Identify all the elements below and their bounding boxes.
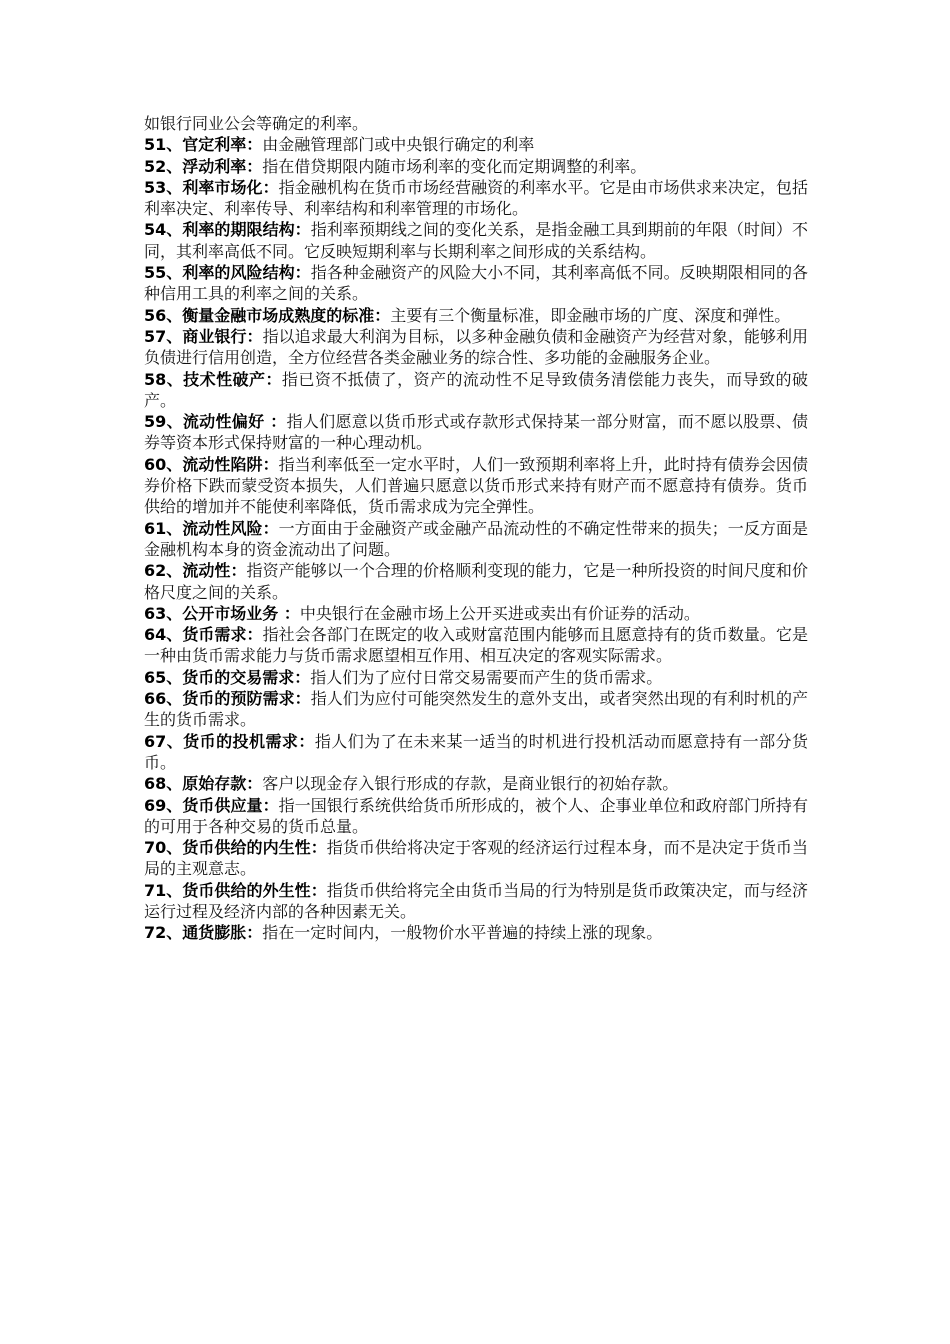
entry-term: 54、利率的期限结构： bbox=[144, 220, 311, 240]
definition-entry bbox=[144, 880, 808, 923]
entry-term: 56、衡量金融市场成熟度的标准： bbox=[144, 305, 391, 325]
entry-definition: 指资产能够以一个合理的价格顺利变现的能力，它是一种所投资的时间尺度和价格尺度之间的关系。 bbox=[144, 561, 808, 602]
definition-entry bbox=[144, 369, 808, 412]
definition-entry bbox=[144, 518, 808, 561]
entry-definition: 指利率预期线之间的变化关系，是指金融工具到期前的年限（时间）不同，其利率高低不同。它反映短期利率与长期利率之间形成的关系结构。 bbox=[144, 220, 808, 261]
definition-entry bbox=[144, 688, 808, 731]
entry-definition: 指各种金融资产的风险大小不同，其利率高低不同。反映期限相同的各种信用工具的利率之间的关系。 bbox=[144, 263, 808, 304]
definition-entry bbox=[144, 922, 808, 943]
entry-term: 51、官定利率： bbox=[144, 135, 263, 155]
entry-term: 52、浮动利率： bbox=[144, 156, 263, 176]
entry-definition: 指人们愿意以货币形式或存款形式保持某一部分财富，而不愿以股票、债券等资本形式保持财富的一种心理动机。 bbox=[144, 412, 808, 453]
entry-definition: 指以追求最大利润为目标，以多种金融负债和金融资产为经营对象，能够利用负债进行信用创造，全方位经营各类金融业务的综合性、多功能的金融服务企业。 bbox=[144, 326, 808, 368]
entry-term: 68、原始存款： bbox=[144, 774, 263, 794]
entry-term: 62、流动性： bbox=[144, 561, 247, 581]
entry-term: 69、货币供应量： bbox=[144, 795, 279, 815]
definition-entry bbox=[144, 305, 808, 326]
entry-definition: 指金融机构在货币市场经营融资的利率水平。它是由市场供求来决定，包括利率决定、利率传导、利率结构和利率管理的市场化。 bbox=[144, 177, 808, 219]
entry-term: 71、货币供给的外生性： bbox=[144, 880, 327, 900]
intro-paragraph: 如银行同业公会等确定的利率。 bbox=[144, 114, 369, 133]
entry-term: 67、货币的投机需求： bbox=[144, 731, 315, 751]
entry-definition: 指已资不抵债了，资产的流动性不足导致债务清偿能力丧失，而导致的破产。 bbox=[144, 369, 808, 410]
entry-term: 70、货币供给的内生性： bbox=[144, 838, 327, 858]
entry-definition: 指人们为了应付日常交易需要而产生的货币需求。 bbox=[310, 667, 663, 687]
entry-term: 60、流动性陷阱： bbox=[144, 454, 279, 474]
definition-entry bbox=[144, 837, 808, 880]
entry-definition: 中央银行在金融市场上公开买进或卖出有价证券的活动。 bbox=[299, 603, 700, 623]
definition-entry bbox=[144, 177, 808, 220]
entry-term: 64、货币需求： bbox=[144, 625, 263, 645]
entry-definition: 主要有三个衡量标准，即金融市场的广度、深度和弹性。 bbox=[390, 305, 791, 325]
entry-definition: 一方面由于金融资产或金融产品流动性的不确定性带来的损失；一反方面是金融机构本身的资金流动出了问题。 bbox=[144, 518, 808, 559]
entry-term: 53、利率市场化： bbox=[144, 177, 279, 197]
definition-entry bbox=[144, 560, 808, 603]
definition-entry bbox=[144, 795, 808, 838]
entry-term: 63、公开市场业务 ： bbox=[144, 603, 300, 623]
definition-entry bbox=[144, 134, 808, 155]
definition-entry bbox=[144, 731, 808, 774]
entry-term: 66、货币的预防需求： bbox=[144, 689, 311, 709]
entry-term: 59、流动性偏好 ： bbox=[144, 412, 287, 432]
entry-definition: 由金融管理部门或中央银行确定的利率 bbox=[262, 135, 535, 155]
entry-definition: 指社会各部门在既定的收入或财富范围内能够而且愿意持有的货币数量。它是一种由货币需求能力与货币需求愿望相互作用、相互决定的客观实际需求。 bbox=[144, 625, 808, 666]
definition-entry bbox=[144, 454, 808, 518]
entry-term: 58、技术性破产： bbox=[144, 369, 282, 389]
entry-term: 57、商业银行： bbox=[144, 326, 263, 346]
definition-entry bbox=[144, 219, 808, 262]
entry-definition: 指人们为了在未来某一适当的时机进行投机活动而愿意持有一部分货币。 bbox=[144, 731, 808, 772]
entry-term: 61、流动性风险： bbox=[144, 518, 279, 538]
definition-entry bbox=[144, 156, 808, 177]
definition-entry bbox=[144, 773, 808, 794]
entry-definition: 指在借贷期限内随市场利率的变化而定期调整的利率。 bbox=[262, 156, 647, 176]
entry-definition: 指人们为应付可能突然发生的意外支出，或者突然出现的有利时机的产生的货币需求。 bbox=[144, 689, 808, 730]
entry-definition: 客户以现金存入银行形成的存款，是商业银行的初始存款。 bbox=[262, 774, 679, 794]
definition-entry bbox=[144, 326, 808, 369]
entry-definition: 指货币供给将决定于客观的经济运行过程本身，而不是决定于货币当局的主观意志。 bbox=[144, 838, 808, 879]
entry-definition: 指在一定时间内，一般物价水平普遍的持续上涨的现象。 bbox=[262, 923, 663, 943]
entry-definition: 指货币供给将完全由货币当局的行为特别是货币政策决定，而与经济运行过程及经济内部的各种因素无关。 bbox=[144, 880, 808, 921]
definition-entry bbox=[144, 667, 808, 688]
entry-term: 55、利率的风险结构： bbox=[144, 263, 311, 283]
entry-definition: 指当利率低至一定水平时，人们一致预期利率将上升，此时持有债券会因债券价格下跌而蒙受资本损失，人们普遍只愿意以货币形式来持有财产而不愿意持有债券。货币供给的增加并不能使利率降低，货币需求成为完全弹性。 bbox=[144, 454, 808, 517]
entry-term: 65、货币的交易需求： bbox=[144, 667, 311, 687]
definition-entry bbox=[144, 603, 808, 624]
definition-entry bbox=[144, 262, 808, 305]
entry-term: 72、通货膨胀： bbox=[144, 923, 263, 943]
entry-definition: 指一国银行系统供给货币所形成的，被个人、企事业单位和政府部门所持有的可用于各种交易的货币总量。 bbox=[144, 795, 808, 836]
definition-entry bbox=[144, 411, 808, 454]
definition-entry bbox=[144, 624, 808, 667]
document-body bbox=[144, 113, 808, 944]
